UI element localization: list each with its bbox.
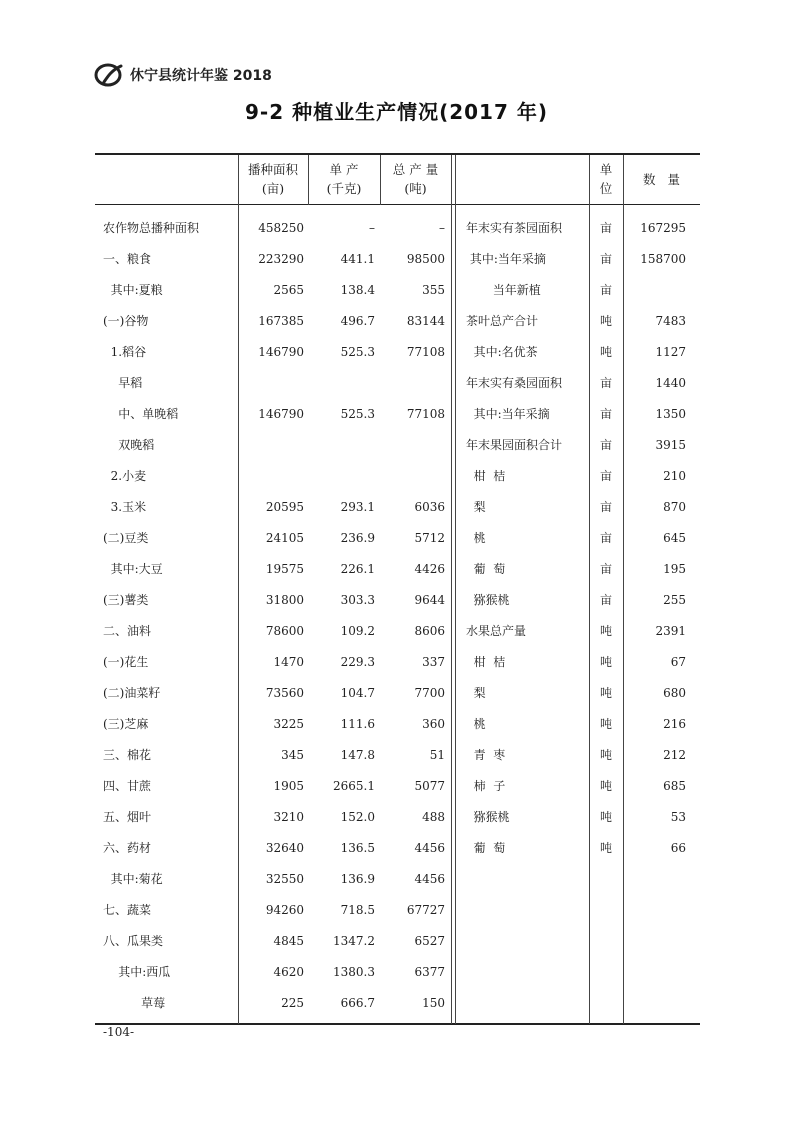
row-quantity: 1440 bbox=[655, 376, 686, 390]
row-unit-yield: 104.7 bbox=[340, 686, 375, 700]
row-item-label: 桃 bbox=[466, 717, 486, 731]
row-unit: 吨 bbox=[599, 717, 612, 731]
row-item-label: 六、药材 bbox=[103, 841, 152, 855]
row-item-label: 双晚稻 bbox=[103, 438, 155, 452]
row-item-label: 年末实有茶园面积 bbox=[466, 221, 563, 235]
row-unit: 亩 bbox=[599, 283, 612, 297]
row-unit: 吨 bbox=[599, 655, 612, 669]
row-quantity: 167295 bbox=[640, 221, 686, 235]
row-sown-area: 223290 bbox=[258, 252, 304, 266]
row-item-label: 年末果园面积合计 bbox=[466, 438, 563, 452]
row-unit-yield: 293.1 bbox=[340, 500, 375, 514]
row-unit: 吨 bbox=[599, 345, 612, 359]
row-item-label: 七、蔬菜 bbox=[103, 903, 152, 917]
row-item-label: 四、甘蔗 bbox=[103, 779, 152, 793]
row-unit-yield: 136.5 bbox=[340, 841, 375, 855]
row-total-output: 360 bbox=[422, 717, 445, 731]
row-item-label: 柿 子 bbox=[466, 779, 506, 793]
row-total-output: 83144 bbox=[406, 314, 445, 328]
row-item-label: 梨 bbox=[466, 686, 486, 700]
row-sown-area: 2565 bbox=[273, 283, 304, 297]
column-divider bbox=[455, 155, 456, 1024]
row-sown-area: 167385 bbox=[258, 314, 304, 328]
row-item-label: (三)芝麻 bbox=[103, 717, 149, 731]
row-quantity: 2391 bbox=[655, 624, 686, 638]
row-unit: 吨 bbox=[599, 841, 612, 855]
row-quantity: 210 bbox=[663, 469, 686, 483]
row-sown-area: 345 bbox=[281, 748, 304, 762]
row-unit: 亩 bbox=[599, 562, 612, 576]
row-total-output: 5077 bbox=[414, 779, 445, 793]
row-unit: 亩 bbox=[599, 531, 612, 545]
row-sown-area: 4620 bbox=[273, 965, 304, 979]
row-quantity: 216 bbox=[663, 717, 686, 731]
row-quantity: 7483 bbox=[655, 314, 686, 328]
row-item-label: 其中:大豆 bbox=[103, 562, 163, 576]
row-unit: 亩 bbox=[599, 252, 612, 266]
row-unit: 吨 bbox=[599, 748, 612, 762]
row-sown-area: 94260 bbox=[265, 903, 304, 917]
yearbook-header bbox=[94, 60, 272, 90]
row-total-output: 51 bbox=[429, 748, 445, 762]
row-total-output: 337 bbox=[422, 655, 445, 669]
row-total-output: 6036 bbox=[414, 500, 445, 514]
row-item-label: 草莓 bbox=[103, 996, 166, 1010]
row-unit-yield bbox=[308, 438, 375, 452]
row-unit-yield: 152.0 bbox=[340, 810, 375, 824]
row-unit-yield bbox=[308, 376, 375, 390]
row-item-label: 其中:当年采摘 bbox=[466, 407, 550, 421]
row-unit-yield: 1380.3 bbox=[333, 965, 375, 979]
row-unit-yield: 147.8 bbox=[340, 748, 375, 762]
row-unit: 吨 bbox=[599, 810, 612, 824]
row-unit-yield: 109.2 bbox=[340, 624, 375, 638]
row-item-label: 2.小麦 bbox=[103, 469, 147, 483]
row-quantity: 645 bbox=[663, 531, 686, 545]
row-unit-yield: 496.7 bbox=[340, 314, 375, 328]
header-sown-area: 播种面积 (亩) bbox=[247, 162, 298, 196]
row-unit: 亩 bbox=[599, 221, 612, 235]
row-total-output: 7700 bbox=[414, 686, 445, 700]
row-quantity: 870 bbox=[663, 500, 686, 514]
row-item-label: 五、烟叶 bbox=[103, 810, 152, 824]
row-quantity: 158700 bbox=[640, 252, 686, 266]
row-quantity: 1127 bbox=[655, 345, 686, 359]
row-item-label: 水果总产量 bbox=[466, 624, 527, 638]
row-sown-area: 458250 bbox=[258, 221, 304, 235]
row-item-label: 八、瓜果类 bbox=[103, 934, 164, 948]
row-quantity: 3915 bbox=[655, 438, 686, 452]
row-item-label: (二)豆类 bbox=[103, 531, 149, 545]
row-sown-area: 3225 bbox=[273, 717, 304, 731]
row-unit: 亩 bbox=[599, 500, 612, 514]
row-unit-yield: 229.3 bbox=[340, 655, 375, 669]
row-total-output: 4456 bbox=[414, 872, 445, 886]
row-sown-area: 32640 bbox=[265, 841, 304, 855]
row-item-label: 葡 萄 bbox=[466, 562, 506, 576]
row-item-label: 3.玉米 bbox=[103, 500, 147, 514]
header-quantity: 数 量 bbox=[643, 172, 680, 187]
row-unit: 吨 bbox=[599, 624, 612, 638]
row-total-output: – bbox=[439, 221, 445, 235]
row-sown-area: 73560 bbox=[265, 686, 304, 700]
row-unit: 吨 bbox=[599, 779, 612, 793]
row-item-label: 中、单晚稻 bbox=[103, 407, 179, 421]
row-unit-yield: 666.7 bbox=[340, 996, 375, 1010]
row-unit: 亩 bbox=[599, 407, 612, 421]
row-item-label: 早稻 bbox=[103, 376, 143, 390]
header-bottom-rule bbox=[95, 204, 700, 205]
row-item-label: 1.稻谷 bbox=[103, 345, 147, 359]
row-item-label: 三、棉花 bbox=[103, 748, 152, 762]
row-total-output: 4456 bbox=[414, 841, 445, 855]
row-total-output: 488 bbox=[422, 810, 445, 824]
row-quantity: 53 bbox=[670, 810, 686, 824]
header-unit: 单 位 bbox=[599, 162, 613, 196]
table-top-rule bbox=[95, 153, 700, 155]
row-quantity: 255 bbox=[663, 593, 686, 607]
row-total-output bbox=[380, 438, 445, 452]
header-unit-yield: 单 产 (千克) bbox=[326, 162, 362, 196]
row-sown-area: 24105 bbox=[265, 531, 304, 545]
row-item-label: 当年新植 bbox=[466, 283, 541, 297]
row-item-label: 年末实有桑园面积 bbox=[466, 376, 563, 390]
row-total-output: 9644 bbox=[414, 593, 445, 607]
row-sown-area bbox=[238, 438, 304, 452]
row-unit: 亩 bbox=[599, 438, 612, 452]
row-unit-yield: 111.6 bbox=[340, 717, 375, 731]
row-quantity: 195 bbox=[663, 562, 686, 576]
row-total-output: 77108 bbox=[406, 407, 445, 421]
row-unit-yield: 525.3 bbox=[340, 345, 375, 359]
page-number: -104- bbox=[103, 1025, 135, 1039]
row-sown-area: 32550 bbox=[265, 872, 304, 886]
row-total-output: 150 bbox=[422, 996, 445, 1010]
row-unit-yield: 236.9 bbox=[340, 531, 375, 545]
row-quantity: 67 bbox=[670, 655, 686, 669]
row-total-output: 4426 bbox=[414, 562, 445, 576]
row-unit-yield: 1347.2 bbox=[333, 934, 375, 948]
row-unit: 亩 bbox=[599, 376, 612, 390]
table-bottom-rule bbox=[95, 1023, 700, 1025]
row-quantity bbox=[623, 283, 686, 297]
row-total-output: 6527 bbox=[414, 934, 445, 948]
row-unit-yield bbox=[308, 469, 375, 483]
row-total-output: 8606 bbox=[414, 624, 445, 638]
row-item-label: 其中:名优茶 bbox=[466, 345, 538, 359]
planting-production-table bbox=[95, 153, 700, 1025]
row-item-label: 茶叶总产合计 bbox=[466, 314, 539, 328]
row-item-label: 葡 萄 bbox=[466, 841, 506, 855]
row-sown-area: 31800 bbox=[265, 593, 304, 607]
row-sown-area: 146790 bbox=[258, 407, 304, 421]
row-item-label: 其中:西瓜 bbox=[103, 965, 171, 979]
header-total-output: 总 产 量 (吨) bbox=[392, 162, 439, 196]
row-quantity: 212 bbox=[663, 748, 686, 762]
row-item-label: 青 枣 bbox=[466, 748, 506, 762]
row-unit-yield: 303.3 bbox=[340, 593, 375, 607]
row-total-output: 6377 bbox=[414, 965, 445, 979]
row-total-output bbox=[380, 376, 445, 390]
row-item-label: (二)油菜籽 bbox=[103, 686, 161, 700]
row-total-output: 67727 bbox=[406, 903, 445, 917]
row-unit: 亩 bbox=[599, 469, 612, 483]
row-unit: 吨 bbox=[599, 686, 612, 700]
row-unit-yield: – bbox=[369, 221, 375, 235]
row-item-label: 其中:当年采摘 bbox=[466, 252, 546, 266]
row-item-label: 一、粮食 bbox=[103, 252, 152, 266]
row-quantity: 680 bbox=[663, 686, 686, 700]
row-item-label: (三)薯类 bbox=[103, 593, 149, 607]
yearbook-title: 休宁县统计年鉴 2018 bbox=[130, 68, 272, 84]
row-total-output: 98500 bbox=[406, 252, 445, 266]
row-total-output: 5712 bbox=[414, 531, 445, 545]
row-sown-area: 19575 bbox=[265, 562, 304, 576]
row-total-output: 77108 bbox=[406, 345, 445, 359]
row-item-label: 桃 bbox=[466, 531, 486, 545]
row-quantity: 66 bbox=[670, 841, 686, 855]
row-sown-area bbox=[238, 469, 304, 483]
row-item-label: 柑 桔 bbox=[466, 469, 506, 483]
row-item-label: 其中:菊花 bbox=[103, 872, 163, 886]
row-total-output bbox=[380, 469, 445, 483]
row-sown-area: 20595 bbox=[265, 500, 304, 514]
row-unit-yield: 2665.1 bbox=[333, 779, 375, 793]
row-quantity: 1350 bbox=[655, 407, 686, 421]
row-sown-area: 4845 bbox=[273, 934, 304, 948]
row-item-label: 猕猴桃 bbox=[466, 810, 510, 824]
row-item-label: 猕猴桃 bbox=[466, 593, 510, 607]
row-unit-yield: 525.3 bbox=[340, 407, 375, 421]
row-sown-area: 146790 bbox=[258, 345, 304, 359]
row-unit: 亩 bbox=[599, 593, 612, 607]
row-sown-area: 1470 bbox=[273, 655, 304, 669]
row-item-label: 二、油料 bbox=[103, 624, 152, 638]
row-unit: 吨 bbox=[599, 314, 612, 328]
row-sown-area: 225 bbox=[281, 996, 304, 1010]
row-unit-yield: 718.5 bbox=[340, 903, 375, 917]
page-title: 9-2 种植业生产情况(2017 年) bbox=[244, 100, 548, 124]
row-sown-area: 3210 bbox=[273, 810, 304, 824]
row-total-output: 355 bbox=[422, 283, 445, 297]
row-quantity: 685 bbox=[663, 779, 686, 793]
row-item-label: 柑 桔 bbox=[466, 655, 506, 669]
row-unit-yield: 441.1 bbox=[340, 252, 375, 266]
row-item-label: 其中:夏粮 bbox=[103, 283, 163, 297]
row-unit-yield: 138.4 bbox=[340, 283, 375, 297]
row-sown-area: 78600 bbox=[265, 624, 304, 638]
row-sown-area bbox=[238, 376, 304, 390]
yearbook-logo-icon bbox=[94, 62, 124, 88]
row-sown-area: 1905 bbox=[273, 779, 304, 793]
row-item-label: (一)谷物 bbox=[103, 314, 149, 328]
row-unit-yield: 226.1 bbox=[340, 562, 375, 576]
row-unit-yield: 136.9 bbox=[340, 872, 375, 886]
row-item-label: (一)花生 bbox=[103, 655, 149, 669]
column-divider bbox=[451, 155, 452, 1024]
row-item-label: 农作物总播种面积 bbox=[103, 221, 200, 235]
row-item-label: 梨 bbox=[466, 500, 486, 514]
